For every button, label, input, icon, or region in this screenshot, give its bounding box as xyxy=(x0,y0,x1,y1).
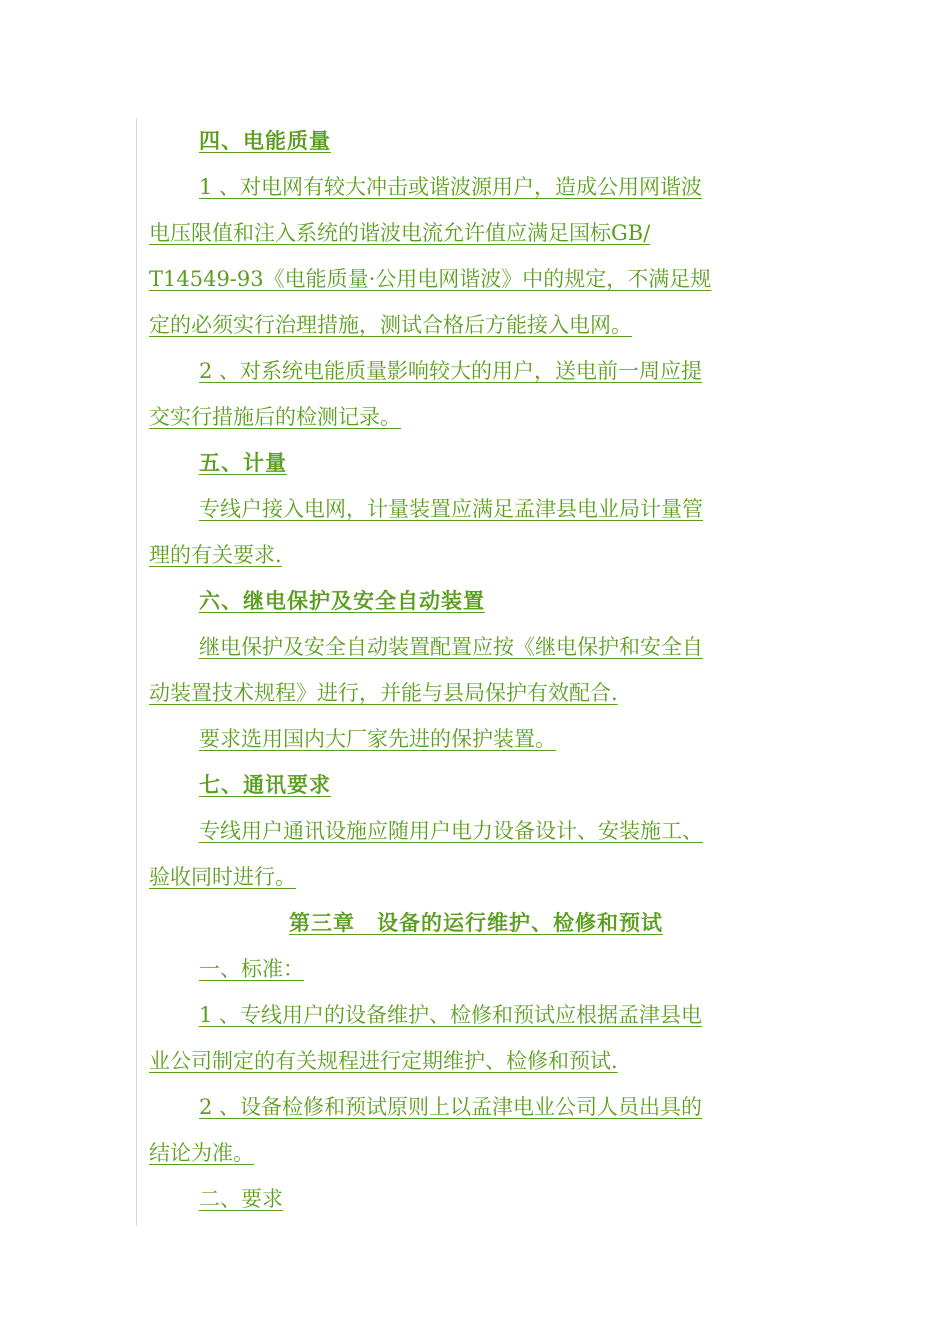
subsection-heading-standards: 一、标准： xyxy=(199,957,304,981)
paragraph-line: 交实行措施后的检测记录。 xyxy=(149,405,401,429)
paragraph-line: 1 、专线用户的设备维护、检修和预试应根据孟津县电 xyxy=(199,1003,703,1027)
paragraph-line: 专线用户通讯设施应随用户电力设备设计、安装施工、 xyxy=(199,819,703,843)
paragraph-line: 2 、设备检修和预试原则上以孟津电业公司人员出具的 xyxy=(199,1095,703,1119)
subsection-heading-requirements: 二、要求 xyxy=(199,1187,283,1211)
section-heading-power-quality: 四、电能质量 xyxy=(199,128,331,153)
paragraph-line: 要求选用国内大厂家先进的保护装置。 xyxy=(199,727,556,751)
paragraph-line: 电压限值和注入系统的谐波电流允许值应满足国标GB/ xyxy=(149,221,651,245)
paragraph-line: T14549-93《电能质量·公用电网谐波》中的规定，不满足规 xyxy=(149,267,712,291)
section-heading-communication: 七、通讯要求 xyxy=(199,772,331,797)
paragraph-line: 2 、对系统电能质量影响较大的用户，送电前一周应提 xyxy=(199,359,703,383)
section-heading-relay-protection: 六、继电保护及安全自动装置 xyxy=(199,588,485,613)
paragraph-line: 结论为准。 xyxy=(149,1141,254,1165)
paragraph-line: 专线户接入电网，计量装置应满足孟津县电业局计量管 xyxy=(199,497,703,521)
paragraph-line: 业公司制定的有关规程进行定期维护、检修和预试. xyxy=(149,1049,618,1073)
paragraph-line: 验收同时进行。 xyxy=(149,865,296,889)
page-margin-line xyxy=(136,118,137,1226)
chapter-heading: 第三章 设备的运行维护、检修和预试 xyxy=(289,910,663,935)
paragraph-line: 定的必须实行治理措施，测试合格后方能接入电网。 xyxy=(149,313,632,337)
document-body xyxy=(149,118,803,1222)
paragraph-line: 继电保护及安全自动装置配置应按《继电保护和安全自 xyxy=(199,635,703,659)
section-heading-metering: 五、计量 xyxy=(199,450,287,475)
paragraph-line: 1 、对电网有较大冲击或谐波源用户，造成公用网谐波 xyxy=(199,175,703,199)
paragraph-line: 动装置技术规程》进行，并能与县局保护有效配合. xyxy=(149,681,618,705)
paragraph-line: 理的有关要求. xyxy=(149,543,282,567)
